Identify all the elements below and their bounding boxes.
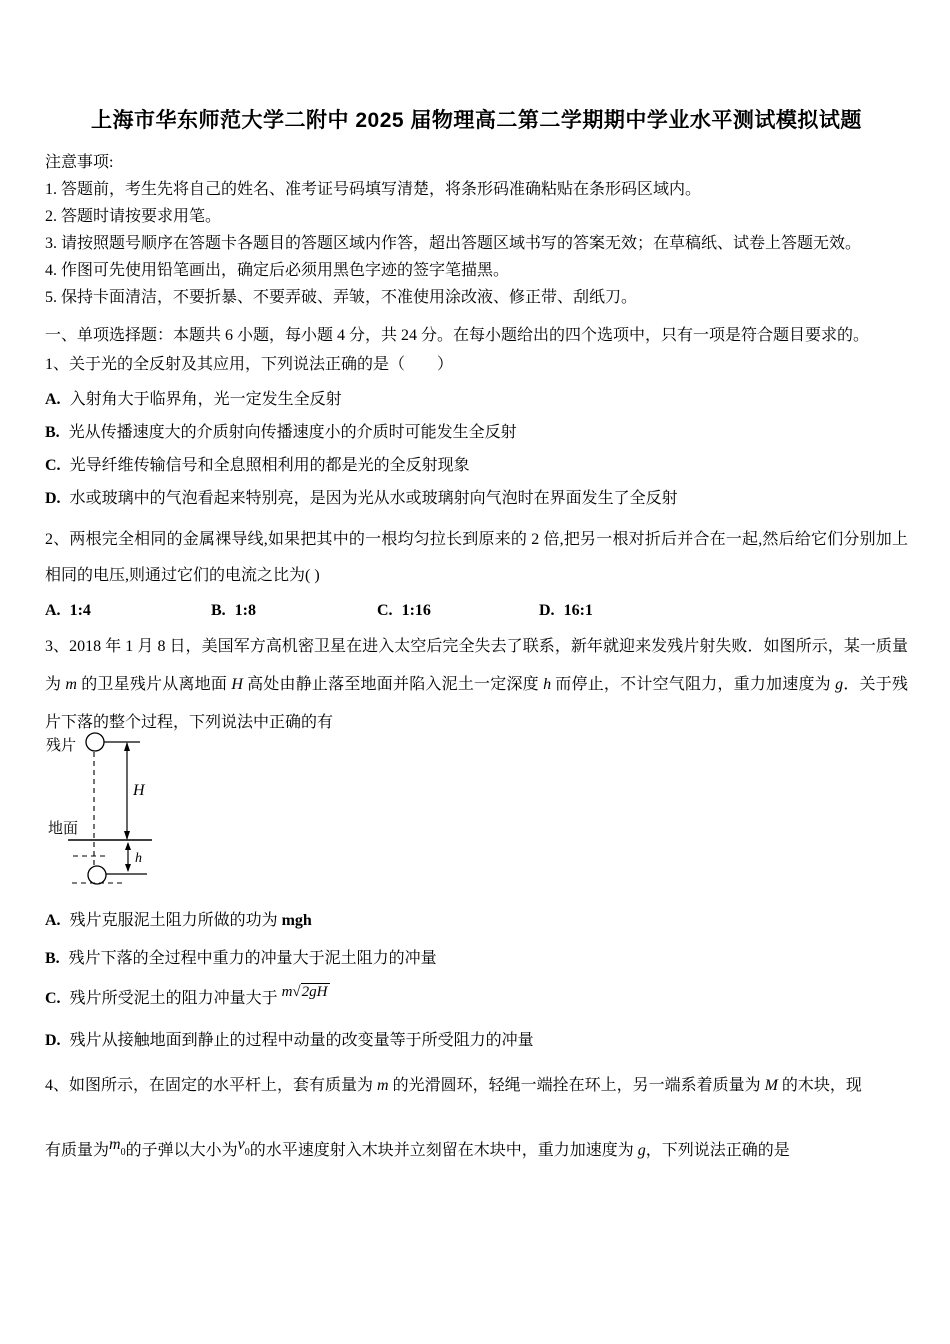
section-1-heading: 一、单项选择题：本题共 6 小题，每小题 4 分，共 24 分。在每小题给出的四个选项中，只有一项是符合题目要求的。 <box>45 327 870 344</box>
stem-text: 3、2018 年 1 月 8 日，美国军方高机密卫星在进入太空后完全失去了联系，新年就迎来发残片射失败．如图所示，某一质量为 <box>45 638 908 693</box>
depth-h-label: h <box>135 851 142 866</box>
notice-item-5: 5. 保持卡面清洁，不要折暴、不要弄破、弄皱，不准使用涂改液、修正带、刮纸刀。 <box>45 289 638 306</box>
stem-text: ，下列说法正确的是 <box>645 1142 790 1159</box>
q3-option-b <box>45 948 908 970</box>
arrowhead-down-icon <box>125 864 131 872</box>
q2-option-c <box>377 600 539 622</box>
option-label: B. <box>45 424 60 441</box>
option-text: 残片克服泥土阻力所做的功为 <box>69 912 282 929</box>
stem-text: 有质量为 <box>45 1142 110 1159</box>
ground-label: 地面 <box>48 821 79 837</box>
option-label: D. <box>45 1032 61 1049</box>
formula-mgh: mgh <box>281 912 312 929</box>
q3-option-c <box>45 984 908 1014</box>
option-text: 光导纤维传输信号和全息照相利用的都是光的全反射现象 <box>69 457 470 474</box>
stem-text: 的光滑圆环，轻绳一端拴在环上，另一端系着质量为 <box>388 1077 765 1094</box>
question-2-stem: 2、两根完全相同的金属裸导线,如果把其中的一根均匀拉长到原来的 2 倍,把另一根对折后并合在一起,然后给它们分别加上相同的电压,则通过它们的电流之比为( ) <box>45 531 908 584</box>
stem-text: 的子弹以大小为 <box>125 1142 238 1159</box>
question-3-stem <box>45 628 908 742</box>
stem-text: 的水平速度射入木块并立刻留在木块中，重力加速度为 <box>249 1142 638 1159</box>
option-label: C. <box>45 990 61 1007</box>
fragment-circle-top <box>86 733 104 751</box>
option-label: A. <box>45 602 61 619</box>
var-m: m <box>65 676 77 693</box>
stem-text: 高处由静止落至地面并陷入泥土一定深度 <box>242 676 544 693</box>
q3-option-d <box>45 1030 908 1052</box>
q3-figure <box>43 732 908 902</box>
arrowhead-up-icon <box>124 742 130 751</box>
formula-m-sqrt-2gH <box>282 984 330 1000</box>
q1-option-c <box>45 455 908 477</box>
page-title: 上海市华东师范大学二附中 2025 届物理高二第二学期期中学业水平测试模拟试题 <box>91 109 862 132</box>
option-text: 光从传播速度大的介质射向传播速度小的介质时可能发生全反射 <box>68 424 517 441</box>
var-v0 <box>237 1136 250 1159</box>
formula-coefficient: m <box>281 984 293 1000</box>
q1-option-d <box>45 488 908 510</box>
var-subscript: 0 <box>244 1147 250 1159</box>
q1-option-a <box>45 389 908 411</box>
var-m0 <box>109 1136 126 1159</box>
question-4-stem-line-1 <box>45 1074 908 1098</box>
option-text: 残片下落的全过程中重力的冲量大于泥土阻力的冲量 <box>68 950 437 967</box>
var-g: g <box>637 1142 646 1159</box>
option-label: C. <box>45 457 61 474</box>
option-text: 残片所受泥土的阻力冲量大于 <box>69 990 282 1007</box>
stem-text: 的木块，现 <box>777 1077 862 1094</box>
question-4-stem-line-2 <box>45 1138 908 1170</box>
var-letter: v <box>237 1136 245 1153</box>
option-label: A. <box>45 391 61 408</box>
option-label: D. <box>45 490 61 507</box>
option-label: C. <box>377 602 393 619</box>
option-text: 16:1 <box>563 602 593 619</box>
q2-option-a <box>45 600 211 622</box>
option-label: D. <box>539 602 555 619</box>
fragment-circle-bottom <box>88 866 106 884</box>
stem-text: 而停止，不计空气阻力，重力加速度为 <box>551 676 836 693</box>
q2-options-row <box>45 600 908 622</box>
option-text: 1:4 <box>69 602 91 619</box>
height-H-label: H <box>133 782 145 799</box>
option-text: 水或玻璃中的气泡看起来特别亮，是因为光从水或玻璃射向气泡时在界面发生了全反射 <box>69 490 678 507</box>
option-label: B. <box>211 602 226 619</box>
var-g: g <box>835 676 844 693</box>
option-text: 入射角大于临界角，光一定发生全反射 <box>69 391 342 408</box>
notice-item-3: 3. 请按照题号顺序在答题卡各题目的答题区域内作答，超出答题区域书写的答案无效；在草稿纸、试卷上答题无效。 <box>45 235 862 252</box>
var-H: H <box>231 676 243 693</box>
arrowhead-down-icon <box>124 831 130 840</box>
notice-heading: 注意事项: <box>45 154 114 171</box>
notice-item-1: 1. 答题前，考生先将自己的姓名、准考证号码填写清楚，将条形码准确粘贴在条形码区域内。 <box>45 181 702 198</box>
notice-section <box>45 150 908 311</box>
arrowhead-up-icon <box>125 842 131 850</box>
var-m: m <box>377 1077 389 1094</box>
option-text: 残片从接触地面到静止的过程中动量的改变量等于所受阻力的冲量 <box>69 1032 534 1049</box>
var-subscript: 0 <box>120 1147 126 1159</box>
var-h: h <box>543 676 552 693</box>
option-label: A. <box>45 912 61 929</box>
fall-depth-diagram <box>43 732 173 894</box>
option-text: 1:16 <box>401 602 431 619</box>
var-M: M <box>764 1077 778 1094</box>
q2-option-d <box>539 600 593 622</box>
stem-text: ．关于残片下落的整个过程，下列说法中正确的有 <box>45 676 908 731</box>
q3-option-a <box>45 910 908 932</box>
q2-option-b <box>211 600 377 622</box>
option-text: 1:8 <box>234 602 256 619</box>
q1-option-b <box>45 422 908 444</box>
question-1-stem: 1、关于光的全反射及其应用，下列说法正确的是（ ） <box>45 356 454 373</box>
notice-item-2: 2. 答题时请按要求用笔。 <box>45 208 222 225</box>
option-label: B. <box>45 950 60 967</box>
sqrt-radicand: 2gH <box>301 984 328 1000</box>
stem-text: 的卫星残片从离地面 <box>76 676 232 693</box>
stem-text: 4、如图所示，在固定的水平杆上，套有质量为 <box>45 1077 378 1094</box>
sqrt-symbol: √ <box>292 984 301 1000</box>
var-letter: m <box>109 1136 121 1153</box>
fragment-label: 残片 <box>46 738 77 754</box>
notice-item-4: 4. 作图可先使用铅笔画出，确定后必须用黑色字迹的签字笔描黑。 <box>45 262 510 279</box>
